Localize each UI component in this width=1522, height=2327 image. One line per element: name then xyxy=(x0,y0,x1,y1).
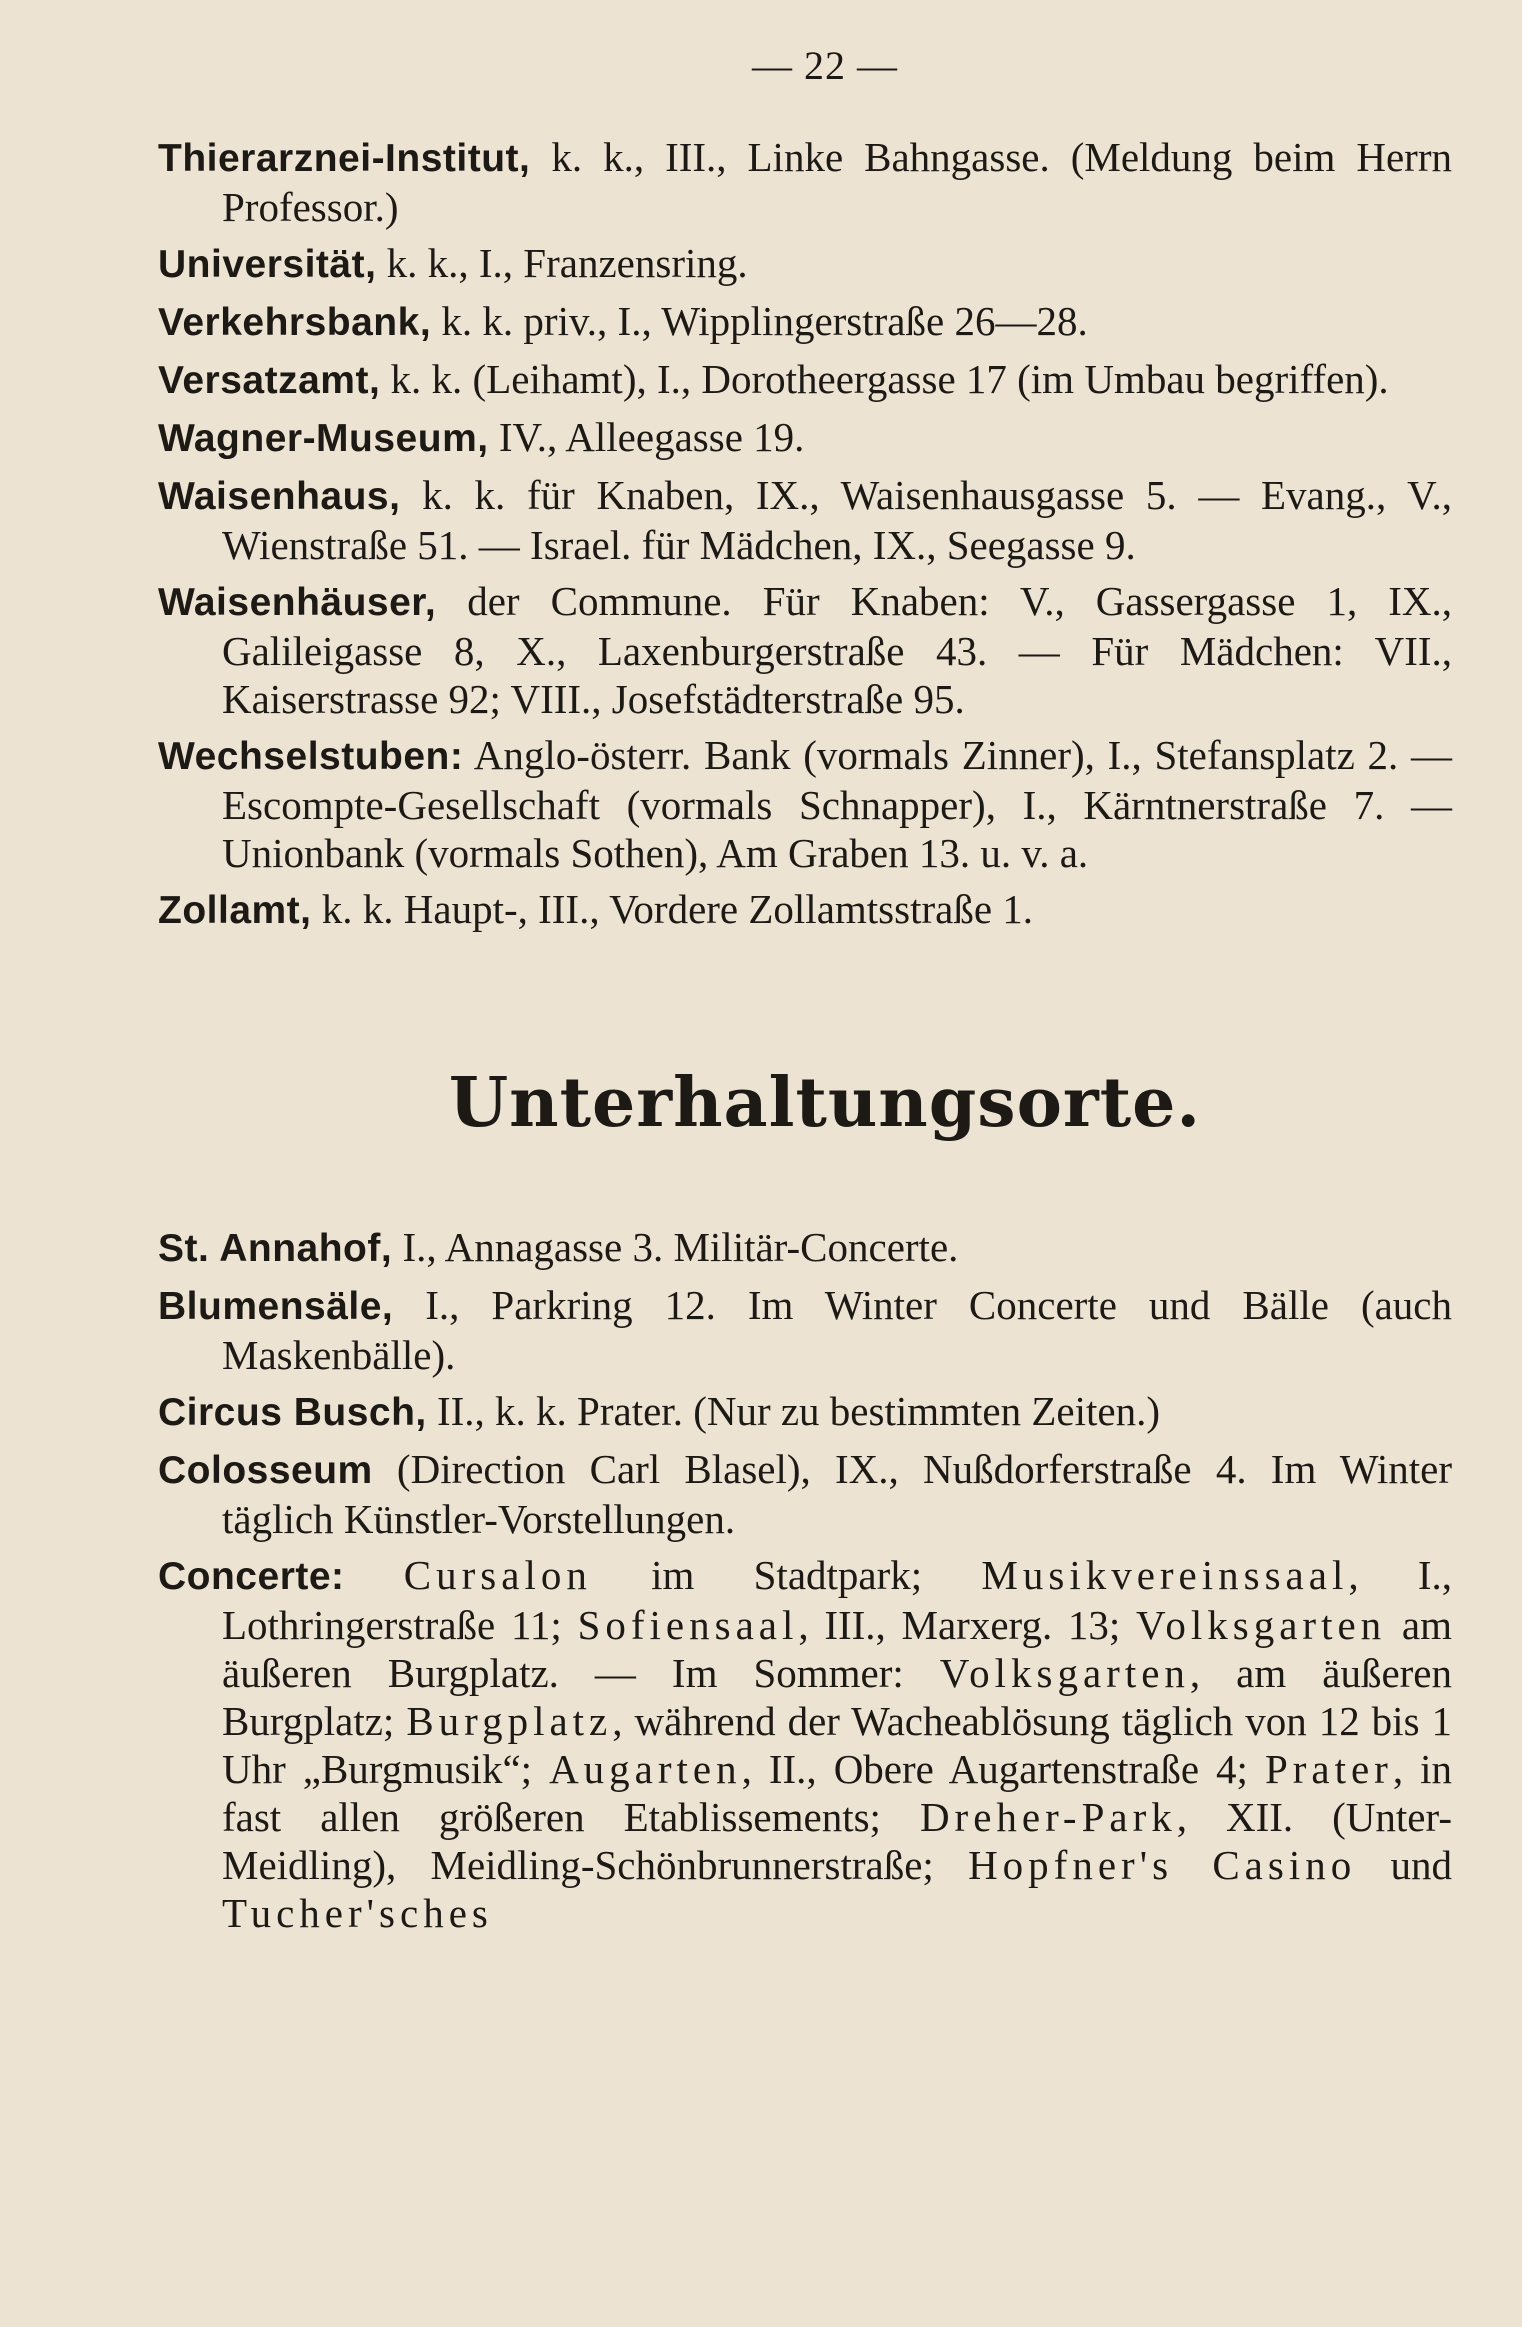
entry-text: , III., Marxerg. 13; xyxy=(798,1602,1137,1648)
venue-name: Augarten xyxy=(549,1746,742,1792)
entry-waisenhaeuser xyxy=(158,577,1452,723)
entry-text: , XII. (Unter-Meidling), Meidling-Schönbrunnerstraße; xyxy=(222,1794,1452,1888)
entry-text: , I., Lothringerstraße 11; xyxy=(222,1552,1453,1648)
entry-term: Waisenhaus, xyxy=(158,475,401,518)
entry-circus-busch xyxy=(158,1387,1452,1437)
entry-term: Circus Busch, xyxy=(158,1391,427,1434)
venue-name: Burgplatz xyxy=(406,1698,613,1744)
entry-text: , während der Wacheablösung täglich von 12 bis 1 Uhr „Burgmusik“; xyxy=(222,1698,1452,1792)
venue-name: Cursalon xyxy=(403,1552,592,1598)
entry-wechselstuben xyxy=(158,731,1452,877)
entry-term: Concerte: xyxy=(158,1555,345,1598)
entry-verkehrsbank xyxy=(158,297,1452,347)
venue-name: Sofiensaal xyxy=(577,1602,799,1648)
entry-text: , am äußeren Burgplatz; xyxy=(222,1650,1452,1744)
entry-text: I., Annagasse 3. Militär-Concerte. xyxy=(392,1224,959,1270)
entry-text: im Stadtpark; xyxy=(591,1552,982,1598)
entry-term: Zollamt, xyxy=(158,889,312,932)
entry-term: Universität, xyxy=(158,243,377,286)
entry-term: Blumensäle, xyxy=(158,1285,394,1328)
entry-term: Wechselstuben: xyxy=(158,735,464,778)
entry-universitaet xyxy=(158,239,1452,289)
entry-blumensaele xyxy=(158,1281,1452,1379)
venue-name: Hopfner's Casino xyxy=(968,1842,1357,1888)
entry-text: k. k., III., Linke Bahngasse. (Meldung beim Herrn Professor.) xyxy=(222,134,1452,230)
entry-concerte xyxy=(158,1551,1452,1937)
entry-term: St. Annahof, xyxy=(158,1227,393,1270)
entry-text: k. k., I., Franzensring. xyxy=(376,240,748,286)
venue-name: Volksgarten xyxy=(1136,1602,1387,1648)
entry-text: k. k. Haupt-, III., Vordere Zollamtsstraße 1. xyxy=(311,886,1034,932)
venue-name: Dreher-Park xyxy=(919,1794,1177,1840)
entry-text: der Commune. Für Knaben: V., Gassergasse 1, IX., Galileigasse 8, X., Laxenburgerstraße 43. — Für Mädchen: VII., Kaiserstrasse 92; VIII., Josefstädterstraße 95. xyxy=(222,578,1452,722)
page-number: — 22 — xyxy=(752,43,898,88)
entry-text: k. k. für Knaben, IX., Waisenhausgasse 5. — Evang., V., Wienstraße 51. — Israel. für Mädchen, IX., Seegasse 9. xyxy=(222,472,1452,568)
venue-name: Volksgarten xyxy=(939,1650,1190,1696)
entry-text: IV., Alleegasse 19. xyxy=(488,414,805,460)
entry-term: Verkehrsbank, xyxy=(158,301,432,344)
entry-zollamt xyxy=(158,885,1452,935)
entry-text: Anglo-österr. Bank (vormals Zinner), I., Stefansplatz 2. — Escompte-Gesellschaft (vormals Schnapper), I., Kärntnerstraße 7. — Unionbank (vormals Sothen), Am Graben 13. u. v. a. xyxy=(222,732,1452,876)
entry-text: II., k. k. Prater. (Nur zu bestimmten Zeiten.) xyxy=(426,1388,1160,1434)
entry-text: k. k. (Leihamt), I., Dorotheergasse 17 (im Umbau begriffen). xyxy=(380,356,1389,402)
entry-text: , in fast allen größeren Etablissements; xyxy=(222,1746,1452,1840)
entry-text: k. k. priv., I., Wipplingerstraße 26—28. xyxy=(431,298,1088,344)
entry-text: I., Parkring 12. Im Winter Concerte und Bälle (auch Maskenbälle). xyxy=(222,1282,1452,1378)
venue-name: Musikvereinssaal xyxy=(981,1552,1349,1598)
entry-versatzamt xyxy=(158,355,1452,405)
venue-name: Prater xyxy=(1264,1746,1393,1792)
entry-term: Thierarznei-Institut, xyxy=(158,137,531,180)
entry-term: Wagner-Museum, xyxy=(158,417,489,460)
entry-term: Colosseum xyxy=(158,1449,373,1492)
entry-waisenhaus xyxy=(158,471,1452,569)
entry-text: , II., Obere Augartenstraße 4; xyxy=(741,1746,1265,1792)
section-heading: Unterhaltungsorte. xyxy=(448,1063,1202,1143)
entry-st-annahof xyxy=(158,1223,1452,1273)
entry-wagner-museum xyxy=(158,413,1452,463)
entry-term: Waisenhäuser, xyxy=(158,581,437,624)
entry-term: Versatzamt, xyxy=(158,359,381,402)
entry-thierarznei-institut xyxy=(158,133,1452,231)
entry-text: (Direction Carl Blasel), IX., Nußdorferstraße 4. Im Winter täglich Künstler-Vorstellungen. xyxy=(222,1446,1452,1542)
entry-colosseum xyxy=(158,1445,1452,1543)
entry-text xyxy=(345,1552,404,1598)
entry-text: am äußeren Burgplatz. — Im Sommer: xyxy=(222,1602,1452,1696)
venue-name: Tucher'sches xyxy=(222,1890,493,1936)
entry-text: und xyxy=(1356,1842,1452,1888)
